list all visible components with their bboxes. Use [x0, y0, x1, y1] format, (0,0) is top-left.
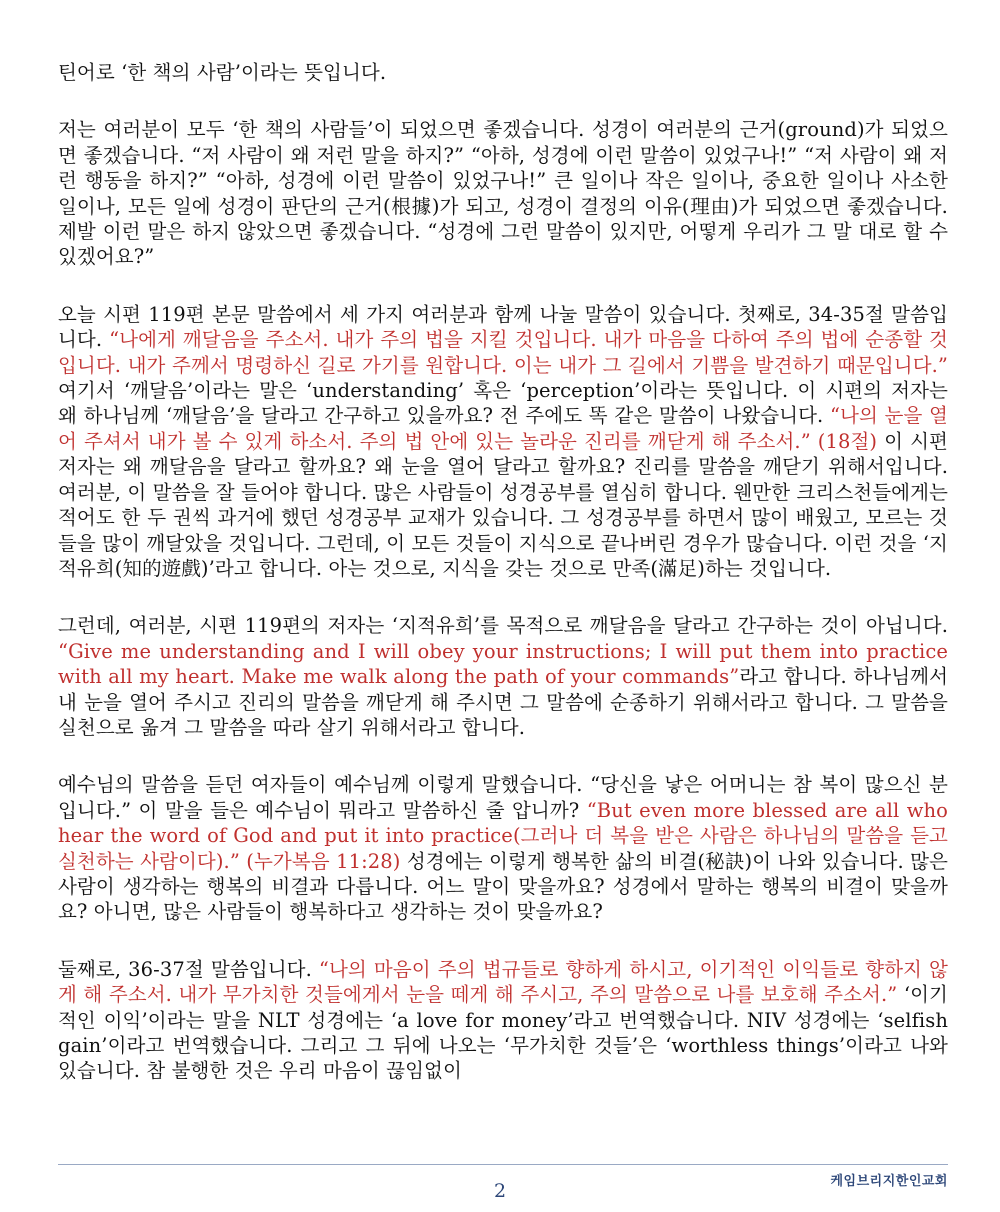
sermon-text: [58, 60, 948, 1116]
body-text: 라고 합니다. 하나님께서 내 눈을 열어 주시고 진리의 말씀을 깨닫게 해 주시면 그 말씀에 순종하기 위해서라고 합니다. 그 말씀을 실천으로 옮겨 그 말씀을 따라 살기 위해서라고 합니다.: [58, 665, 948, 739]
paragraph: [58, 957, 948, 1084]
body-text: 둘째로, 36-37절 말씀입니다.: [58, 957, 319, 981]
body-text: 이 시편 저자는 왜 깨달음을 달라고 할까요? 왜 눈을 열어 달라고 할까요? 진리를 말씀을 깨닫기 위해서입니다. 여러분, 이 말씀을 잘 들어야 합니다. 많은 사람들이 성경공부를 열심히 합니다. 웬만한 크리스천들에게는 적어도 한 두 권씩 과거에 했던 성경공부 교재가 있습니다. 그 성경공부를 하면서 많이 배웠고, 모르는 것들을 많이 깨달았을 것입니다. 그런데, 이 모든 것들이 지식으로 끝나버린 경우가 많습니다. 이런 것을 ‘지적유희(知的遊戲)’라고 합니다. 아는 것으로, 지식을 갖는 것으로 만족(滿足)하는 것입니다.: [58, 429, 948, 580]
body-text: 저는 여러분이 모두 ‘한 책의 사람들’이 되었으면 좋겠습니다. 성경이 여러분의 근거(ground)가 되었으면 좋겠습니다. “저 사람이 왜 저런 말을 하지?” “아하, 성경에 이런 말씀이 있었구나!” “저 사람이 왜 저런 행동을 하지?” “아하, 성경에 이런 말씀이 있었구나!” 큰 일이나 작은 일이나, 중요한 일이나 사소한 일이나, 모든 일에 성경이 판단의 근거(根據)가 되고, 성경이 결정의 이유(理由)가 되었으면 좋겠습니다. 제발 이런 말은 하지 않았으면 좋겠습니다. “성경에 그런 말씀이 있지만, 어떻게 우리가 그 말 대로 할 수 있겠어요?”: [58, 118, 948, 269]
scripture-quote: “나에게 깨달음을 주소서. 내가 주의 법을 지킬 것입니다. 내가 마음을 다하여 주의 법에 순종할 것입니다. 내가 주께서 명령하신 길로 가기를 원합니다. 이는 내가 그 길에서 기쁨을 발견하기 때문입니다.”: [58, 328, 948, 377]
page-number: 2: [493, 1180, 507, 1202]
body-text: 그런데, 여러분, 시편 119편의 저자는 ‘지적유희’를 목적으로 깨달음을 달라고 간구하는 것이 아닙니다.: [58, 614, 948, 638]
church-name: 케임브리지한인교회: [830, 1174, 948, 1189]
body-text: 예수님의 말씀을 듣던 여자들이 예수님께 이렇게 말했습니다. “당신을 낳은 어머니는 참 복이 많으신 분입니다.” 이 말을 들은 예수님이 뭐라고 말씀하신 줄 압니까?: [58, 773, 948, 822]
scripture-quote: “But even more blessed are all who hear the word of God and put it into practice(그러나 더 복을 받은 사람은 하나님의 말씀을 듣고 실천하는 사람이다).” (누가복음 11:28): [58, 798, 948, 873]
body-text: ‘이기적인 이익’이라는 말을 NLT 성경에는 ‘a love for money’라고 번역했습니다. NIV 성경에는 ‘selfish gain’이라고 번역했습니다. 그리고 그 뒤에 나오는 ‘무가치한 것들’은 ‘worthless things’이라고 나와 있습니다. 참 불행한 것은 우리 마음이 끊임없이: [58, 983, 948, 1083]
scripture-quote: “Give me understanding and I will obey your instructions; I will put them into practice with all my heart. Make me walk along the path of your commands”: [58, 639, 948, 689]
body-text: 틴어로 ‘한 책의 사람’이라는 뜻입니다.: [58, 61, 387, 84]
body-text: 성경에는 이렇게 행복한 삶의 비결(秘訣)이 나와 있습니다. 많은 사람이 생각하는 행복의 비결과 다릅니다. 어느 말이 맞을까요? 성경에서 말하는 행복의 비결이 맞을까요? 아니면, 많은 사람들이 행복하다고 생각하는 것이 맞을까요?: [58, 849, 948, 924]
scripture-quote: “나의 눈을 열어 주셔서 내가 볼 수 있게 하소서. 주의 법 안에 있는 놀라운 진리를 깨닫게 해 주소서.” (18절): [58, 404, 948, 453]
paragraph: [58, 117, 948, 269]
paragraph: [58, 613, 948, 740]
paragraph: [58, 302, 948, 581]
body-text: 여기서 ‘깨달음’이라는 말은 ‘understanding’ 혹은 ‘perception’이라는 뜻입니다. 이 시편의 저자는 왜 하나님께 ‘깨달음’을 달라고 간구하고 있을까요? 전 주에도 똑 같은 말씀이 나왔습니다.: [58, 379, 948, 428]
footer-divider: [58, 1164, 948, 1165]
paragraph: [58, 60, 948, 85]
scripture-quote: “나의 마음이 주의 법규들로 향하게 하시고, 이기적인 이익들로 향하지 않게 해 주소서. 내가 무가치한 것들에게서 눈을 떼게 해 주시고, 주의 말씀으로 나를 보호해 주소서.”: [58, 957, 948, 1007]
body-text: 오늘 시편 119편 본문 말씀에서 세 가지 여러분과 함께 나눌 말씀이 있습니다. 첫째로, 34-35절 말씀입니다.: [58, 302, 948, 352]
paragraph: [58, 772, 948, 924]
